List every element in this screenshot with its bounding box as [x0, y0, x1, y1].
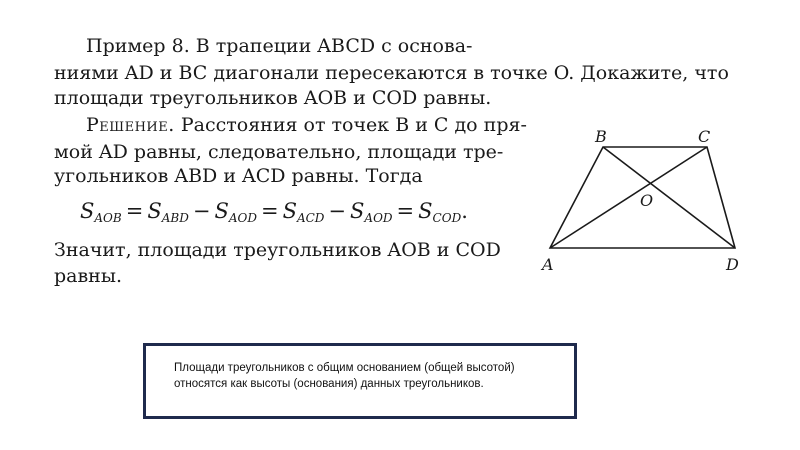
- trapezoid-figure: [520, 115, 760, 285]
- hint-box: [143, 343, 577, 419]
- area-formula: [80, 196, 468, 233]
- formula-eq: =: [125, 199, 144, 223]
- formula-sub-aod: AOD: [364, 211, 393, 225]
- conclusion-line-1: Значит, площади треугольников AOB и COD: [54, 239, 501, 261]
- conclusion-line-2: равны.: [54, 265, 123, 287]
- formula-s: S: [282, 199, 297, 223]
- vertex-label-b: B: [595, 127, 607, 146]
- formula-minus: −: [328, 199, 347, 223]
- diagonal-bd: [603, 147, 735, 248]
- solution-line-1-text: Расстояния от точек B и C до пря-: [174, 114, 527, 136]
- problem-line-1: Пример 8. В трапеции ABCD с основа-: [86, 35, 473, 57]
- vertex-label-d: D: [726, 255, 739, 274]
- solution-line-3: угольников ABD и ACD равны. Тогда: [54, 165, 423, 187]
- formula-s: S: [418, 199, 433, 223]
- solution-line-2: мой AD равны, следовательно, площади тре-: [54, 141, 504, 163]
- formula-sub-cod: COD: [432, 211, 462, 225]
- formula-s: S: [214, 199, 229, 223]
- vertex-label-a: A: [542, 255, 554, 274]
- formula-minus: −: [192, 199, 211, 223]
- hint-text: Площади треугольников с общим основанием (общей высотой) относятся как высоты (основания) данных треугольников.: [174, 362, 515, 390]
- formula-sub-aob: AOB: [94, 211, 122, 225]
- formula-sub-abd: ABD: [161, 211, 189, 225]
- intersection-label-o: O: [640, 191, 654, 210]
- formula-sub-acd: ACD: [296, 211, 325, 225]
- formula-period: .: [461, 199, 468, 223]
- formula-eq: =: [396, 199, 415, 223]
- solution-heading: Решение.: [86, 114, 175, 136]
- formula-s: S: [80, 199, 95, 223]
- formula-s: S: [147, 199, 162, 223]
- problem-line-3: площади треугольников AOB и COD равны.: [54, 87, 492, 109]
- vertex-label-c: C: [698, 127, 711, 146]
- solution-line-1: [86, 113, 527, 137]
- problem-line-2: ниями AD и BC диагонали пересекаются в точке O. Докажите, что: [54, 62, 729, 84]
- formula-s: S: [350, 199, 365, 223]
- formula-sub-aod: AOD: [228, 211, 257, 225]
- diagonal-ac: [550, 147, 707, 248]
- formula-eq: =: [260, 199, 279, 223]
